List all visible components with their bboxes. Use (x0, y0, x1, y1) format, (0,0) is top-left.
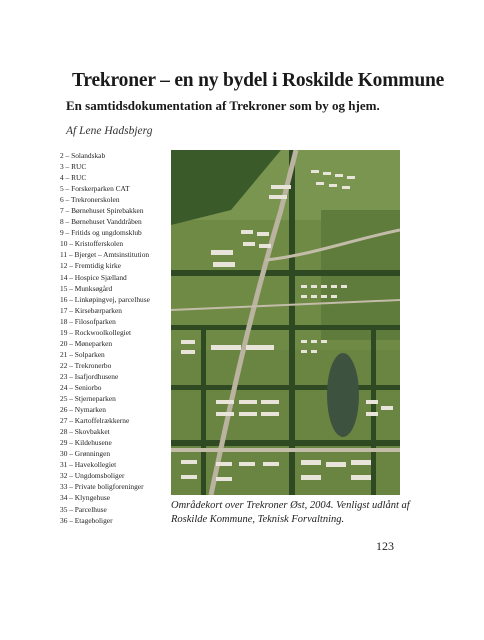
legend-item: 18 – Filosofparken (60, 316, 116, 326)
legend-item: 16 – Linkøpingvej, parcelhuse (60, 294, 150, 304)
legend-item: 28 – Skovbakket (60, 427, 110, 437)
legend-item: 25 – Stjerneparken (60, 394, 116, 404)
legend-item: 35 – Parcelhuse (60, 504, 107, 514)
legend-item: 33 – Private boligforeninger (60, 482, 144, 492)
aerial-map-image (171, 150, 400, 495)
legend-item: 7 – Børnehuset Spirebakken (60, 206, 144, 216)
legend-item: 22 – Trekronerbo (60, 360, 112, 370)
legend-item: 11 – Bjerget – Amtsinstitution (60, 250, 150, 260)
legend-item: 3 – RUC (60, 162, 87, 172)
legend-item: 19 – Rockwoolkollegiet (60, 327, 132, 337)
aerial-map (171, 150, 400, 495)
legend-item: 15 – Munksøgård (60, 283, 113, 293)
legend-item: 30 – Grønningen (60, 449, 111, 459)
legend-item: 24 – Seniorbo (60, 382, 102, 392)
legend-item: 32 – Ungdomsboliger (60, 471, 125, 481)
author-line: Af Lene Hadsbjerg (66, 125, 153, 137)
legend-item: 26 – Nymarken (60, 405, 106, 415)
legend-item: 17 – Kirsebærparken (60, 305, 122, 315)
legend-item: 20 – Møneparken (60, 338, 113, 348)
legend-item: 5 – Forskerparken CAT (60, 184, 130, 194)
legend-item: 31 – Havekollegiet (60, 460, 117, 470)
legend-item: 2 – Solandskab (60, 151, 106, 160)
legend-item: 9 – Fritids og ungdomsklub (60, 228, 142, 238)
legend-item: 8 – Børnehuset Vanddråben (60, 217, 142, 227)
legend-item: 36 – Etageboliger (60, 515, 113, 525)
legend-item: 27 – Kartoffelrækkerne (60, 416, 130, 426)
legend-item: 14 – Hospice Sjælland (60, 272, 127, 282)
legend-item: 12 – Fremtidig kirke (60, 261, 121, 271)
legend-item: 23 – Isafjordhusene (60, 371, 119, 381)
map-caption: Områdekort over Trekroner Øst, 2004. Venligst udlånt af Roskilde Kommune, Teknisk Forvaltning. (171, 500, 410, 525)
legend-item: 6 – Trekronerskolen (60, 195, 120, 205)
map-legend-list (60, 150, 170, 526)
legend-item: 34 – Klyngehuse (60, 493, 111, 503)
legend-item: 29 – Kildehusene (60, 438, 112, 448)
legend-item: 4 – RUC (60, 173, 87, 183)
legend-item: 21 – Solparken (60, 349, 105, 359)
page-title: Trekroner – en ny bydel i Roskilde Kommune (72, 70, 445, 91)
page-number: 123 (376, 539, 394, 553)
page-subtitle: En samtidsdokumentation af Trekroner som by og hjem. (66, 98, 380, 113)
legend-item: 10 – Kristofferskolen (60, 239, 124, 249)
